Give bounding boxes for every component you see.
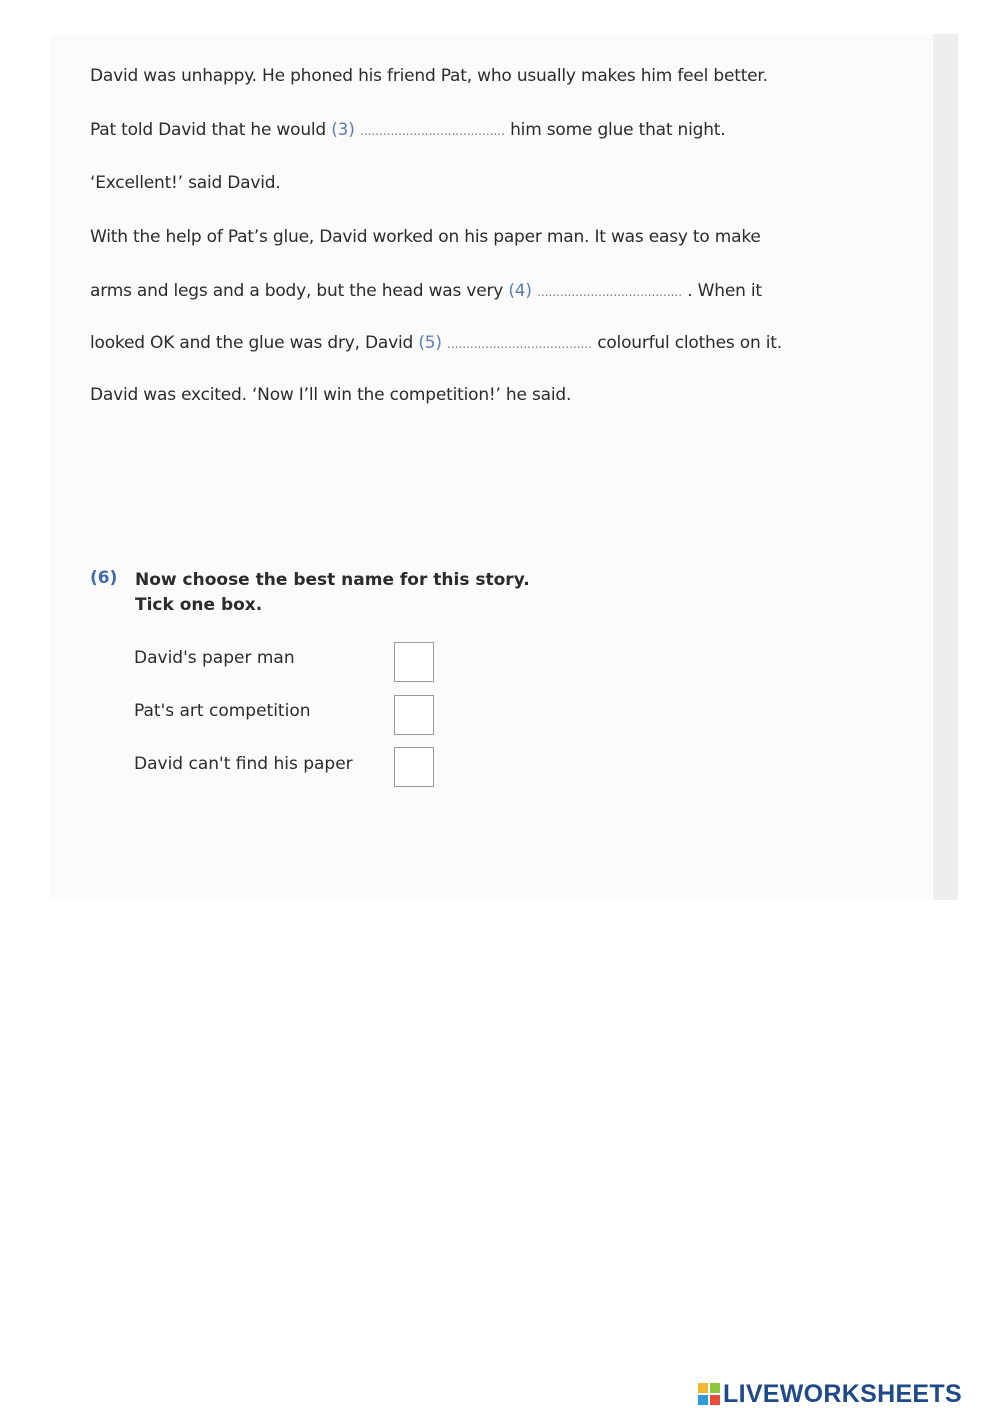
option-label-1: David's paper man	[134, 648, 295, 668]
story-line-3: ‘Excellent!’ said David.	[90, 173, 281, 193]
gap-number-5: (5)	[418, 333, 442, 353]
gap-number-4: (4)	[508, 281, 532, 301]
story-line-1: David was unhappy. He phoned his friend Pat, who usually makes him feel better.	[90, 66, 768, 86]
liveworksheets-brand	[698, 1378, 962, 1410]
question-number: (6)	[90, 568, 118, 588]
story-text: looked OK and the glue was dry, David	[90, 333, 414, 353]
story-line-5	[90, 281, 762, 301]
liveworksheets-logo-icon	[698, 1383, 720, 1405]
tick-box-1[interactable]	[394, 642, 434, 682]
story-text: him some glue that night.	[510, 120, 726, 140]
story-line-6	[90, 333, 782, 353]
story-line-7: David was excited. ‘Now I’ll win the competition!’ he said.	[90, 385, 572, 405]
question-prompt: Now choose the best name for this story.	[135, 570, 530, 590]
gap-4-blank[interactable]: ......................................	[537, 285, 683, 299]
tick-box-3[interactable]	[394, 747, 434, 787]
story-text: colourful clothes on it.	[597, 333, 782, 353]
question-instruction: Tick one box.	[135, 595, 263, 615]
story-line-4: With the help of Pat’s glue, David worked on his paper man. It was easy to make	[90, 227, 761, 247]
brand-name: LIVEWORKSHEETS	[723, 1379, 962, 1408]
gap-5-blank[interactable]: ......................................	[447, 337, 592, 351]
story-text: arms and legs and a body, but the head was very	[90, 281, 504, 301]
tick-box-2[interactable]	[394, 695, 434, 735]
option-label-2: Pat's art competition	[134, 701, 311, 721]
scan-edge	[933, 34, 958, 900]
story-text: Pat told David that he would	[90, 120, 327, 140]
story-text: . When it	[687, 281, 762, 301]
gap-3-blank[interactable]: ......................................	[359, 124, 505, 138]
story-line-2	[90, 120, 725, 140]
question-text	[135, 568, 530, 618]
option-label-3: David can't find his paper	[134, 754, 353, 774]
gap-number-3: (3)	[331, 120, 355, 140]
